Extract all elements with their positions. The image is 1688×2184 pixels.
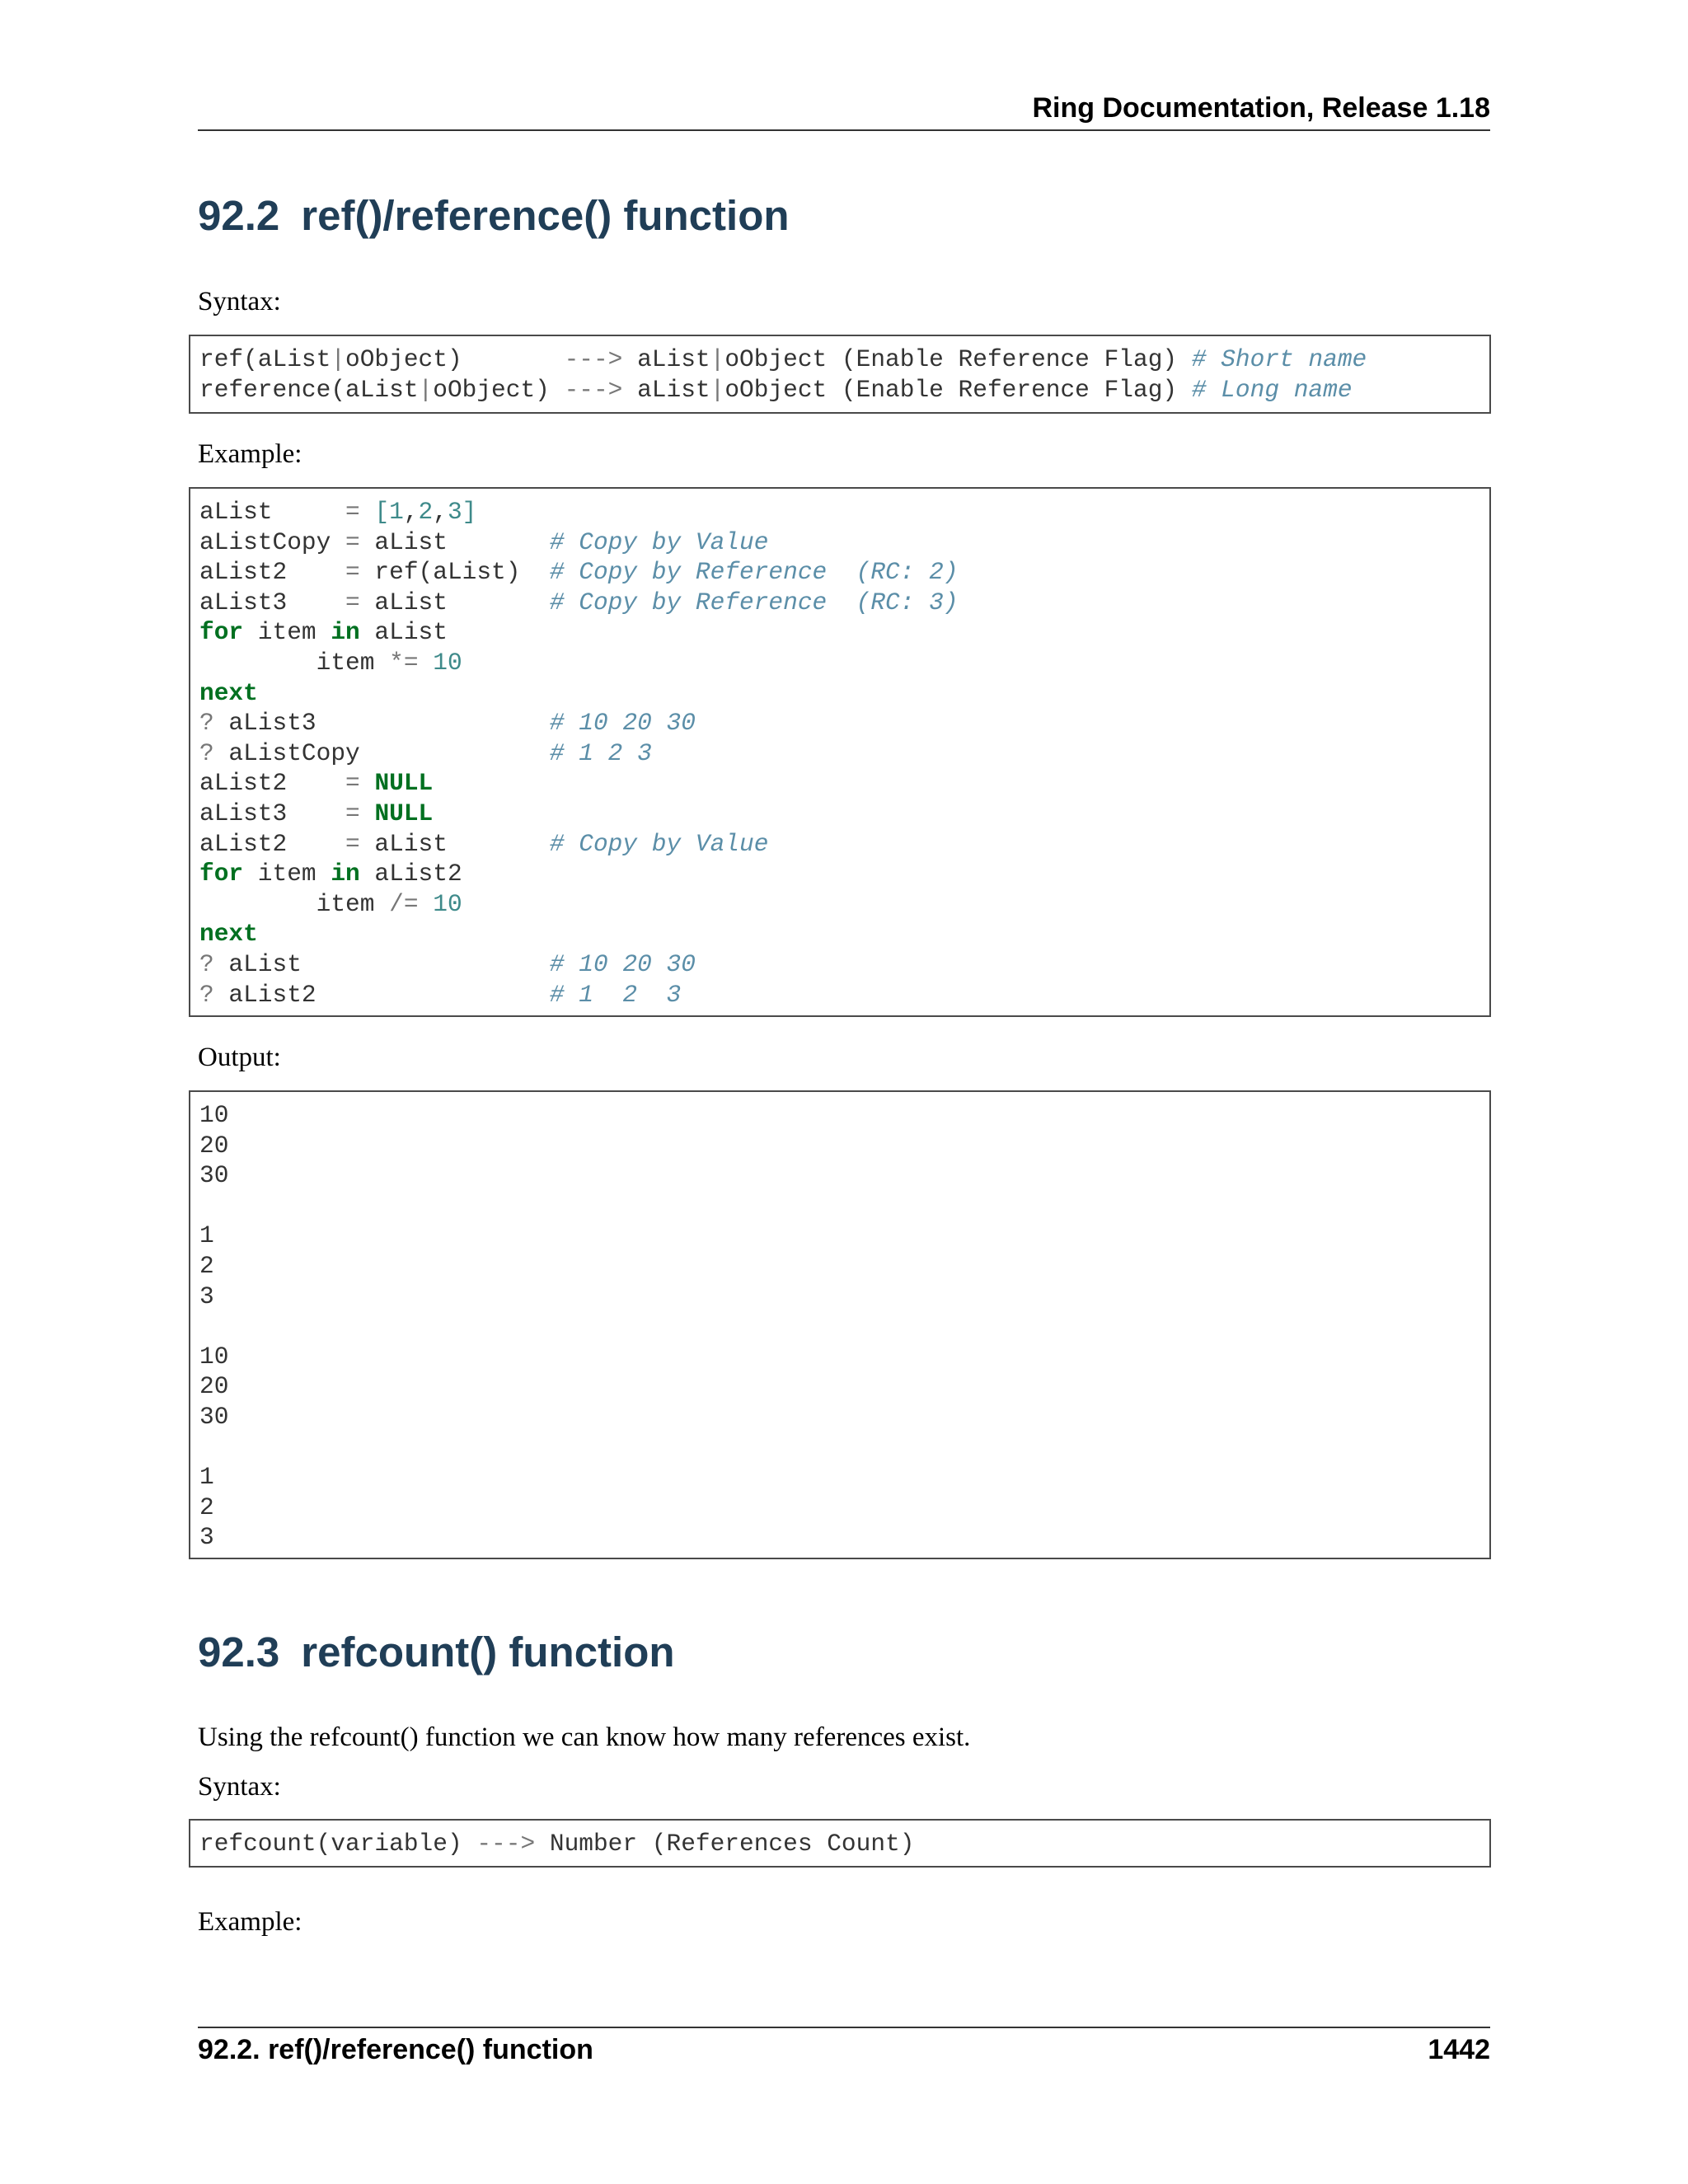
refcount-syntax-code-block xyxy=(189,1819,1491,1868)
section-title: ref()/reference() function xyxy=(301,192,790,239)
code-operator: | xyxy=(418,375,434,404)
section-number: 92.3 xyxy=(198,1629,280,1675)
code-comment: # Copy by Reference (RC: 3) xyxy=(549,588,959,616)
code-comment: # Copy by Reference (RC: 2) xyxy=(549,558,959,587)
running-header: Ring Documentation, Release 1.18 xyxy=(1032,92,1490,124)
code-keyword: for xyxy=(199,860,244,888)
code-number: 10 xyxy=(433,889,462,918)
code-text: aList xyxy=(359,588,550,616)
footer-section-title: 92.2. ref()/reference() function xyxy=(198,2034,593,2065)
code-text: aList2 xyxy=(199,769,346,798)
output-block xyxy=(189,1090,1491,1559)
code-text: oObject (Enable Reference Flag) xyxy=(724,375,1192,404)
section-heading-92-2 xyxy=(198,191,790,240)
code-number: 2 xyxy=(418,498,434,526)
code-text: , xyxy=(433,498,448,526)
intro-paragraph: Using the refcount() function we can know how many references exist. xyxy=(198,1722,971,1752)
code-text: aList2 xyxy=(213,980,550,1009)
output-text: 10 20 30 1 2 3 10 20 30 1 2 3 xyxy=(199,1101,229,1552)
code-number: 10 xyxy=(433,648,462,677)
section-heading-92-3 xyxy=(198,1628,675,1676)
code xyxy=(190,1821,1489,1859)
code-text xyxy=(360,498,375,526)
code-keyword: next xyxy=(199,678,258,707)
code-operator: /= xyxy=(389,889,419,918)
output-label: Output: xyxy=(198,1043,281,1072)
code-text: aList xyxy=(359,829,550,858)
code-text: item xyxy=(243,860,331,888)
code-operator: = xyxy=(345,799,360,827)
code-operator: ? xyxy=(199,709,214,738)
code-keyword: next xyxy=(199,920,258,949)
code xyxy=(190,489,1489,1010)
code-operator: = xyxy=(345,769,360,798)
code-operator: ---> xyxy=(564,375,623,404)
code-text: ref(aList) xyxy=(359,558,550,587)
code-text xyxy=(419,649,434,677)
code-operator: ? xyxy=(199,738,214,767)
code-text: aList xyxy=(622,375,710,404)
code-text: oObject) xyxy=(433,375,565,404)
code-keyword: in xyxy=(331,860,360,888)
code-text: aList2 xyxy=(359,860,462,888)
code-comment: # 1 2 3 xyxy=(549,980,682,1009)
code-text: aListCopy xyxy=(199,527,346,556)
code-operator: | xyxy=(331,345,346,373)
code-text: aList xyxy=(199,498,346,526)
code-operator: *= xyxy=(389,648,419,677)
code-comment: # 1 2 3 xyxy=(549,738,652,767)
code-operator: = xyxy=(345,558,360,587)
code-keyword: in xyxy=(331,618,360,647)
code-operator: = xyxy=(345,527,360,556)
code-comment: # Copy by Value xyxy=(549,527,769,556)
header-rule xyxy=(198,129,1490,131)
example-label: Example: xyxy=(198,1907,302,1937)
code-text: aList xyxy=(359,527,550,556)
code-text: refcount(variable) xyxy=(199,1830,477,1858)
code-keyword: NULL xyxy=(374,769,434,798)
code-text xyxy=(360,769,375,797)
footer-rule xyxy=(198,2027,1490,2028)
code-text: item xyxy=(199,889,390,918)
code-text xyxy=(419,890,434,918)
syntax-label: Syntax: xyxy=(198,1772,281,1802)
page-number: 1442 xyxy=(1428,2034,1490,2065)
code-text: aList2 xyxy=(199,829,346,858)
code-keyword: NULL xyxy=(374,799,434,827)
code-text: aList2 xyxy=(199,558,346,587)
code-comment: # Copy by Value xyxy=(549,829,769,858)
code-comment: # Long name xyxy=(1191,375,1353,404)
code-text: aList xyxy=(622,345,710,373)
section-number: 92.2 xyxy=(198,192,280,239)
code-text: aListCopy xyxy=(213,738,550,767)
code-text: oObject (Enable Reference Flag) xyxy=(724,345,1192,373)
code-text: reference(aList xyxy=(199,375,419,404)
code-operator: ---> xyxy=(476,1830,536,1858)
code-text: item xyxy=(199,648,390,677)
code-text: aList xyxy=(213,949,550,978)
code-keyword: for xyxy=(199,618,244,647)
code-operator: = xyxy=(345,588,360,616)
code-number: [1 xyxy=(374,498,404,526)
code-text: aList3 xyxy=(199,588,346,616)
code-text: aList xyxy=(359,618,448,647)
code-comment: # 10 20 30 xyxy=(549,949,696,978)
code-text: , xyxy=(403,498,419,526)
code-text: ref(aList xyxy=(199,345,331,373)
code-text: item xyxy=(243,618,331,647)
code-operator: | xyxy=(710,375,725,404)
code xyxy=(190,336,1489,405)
code-operator: ? xyxy=(199,980,214,1009)
syntax-code-block xyxy=(189,335,1491,414)
code-number: 3] xyxy=(447,498,477,526)
section-title: refcount() function xyxy=(301,1629,675,1675)
code-operator: ? xyxy=(199,949,214,978)
code-text: oObject) xyxy=(345,345,565,373)
code-operator: ---> xyxy=(564,345,623,373)
example-label: Example: xyxy=(198,439,302,469)
code-comment: # Short name xyxy=(1191,345,1367,373)
example-code-block xyxy=(189,487,1491,1017)
code-operator: | xyxy=(710,345,725,373)
code-text: Number (References Count) xyxy=(535,1830,915,1858)
code-text: aList3 xyxy=(199,799,346,827)
code-operator: = xyxy=(345,498,360,526)
syntax-label: Syntax: xyxy=(198,287,281,316)
code-operator: = xyxy=(345,829,360,858)
code-text xyxy=(360,799,375,827)
code-comment: # 10 20 30 xyxy=(549,709,696,738)
code-text: aList3 xyxy=(213,709,550,738)
